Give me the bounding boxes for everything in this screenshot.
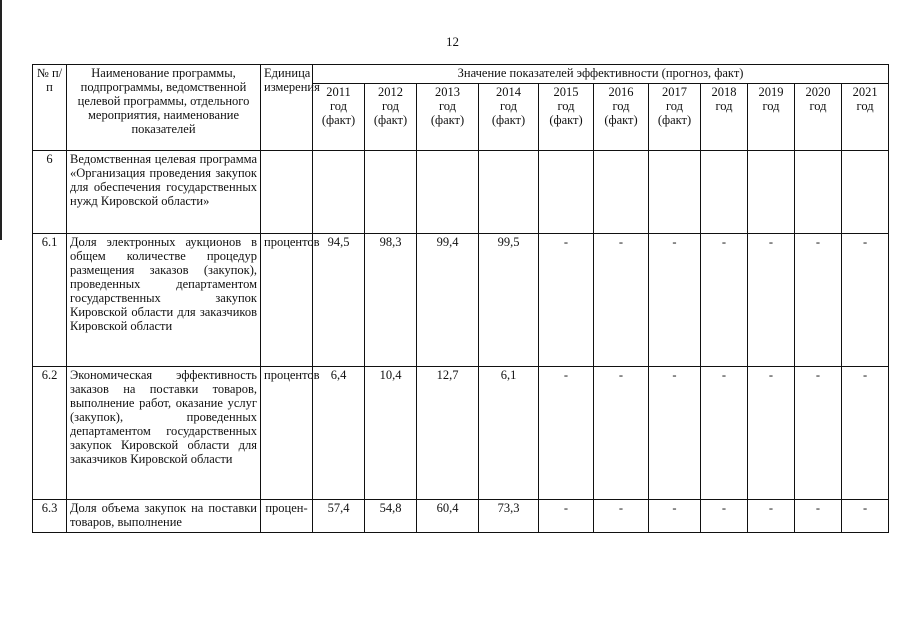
row-value-2020: -	[795, 500, 842, 533]
row-value-2015: -	[539, 500, 594, 533]
table-row	[33, 367, 889, 500]
row-value-2011: 94,5	[313, 234, 365, 367]
row-value-2014	[479, 151, 539, 234]
row-value-2021	[842, 151, 889, 234]
row-value-2012	[365, 151, 417, 234]
row-value-2019: -	[748, 367, 795, 500]
row-unit: процентов	[261, 367, 313, 500]
row-value-2020	[795, 151, 842, 234]
header-year-2016	[594, 84, 649, 151]
row-value-2015: -	[539, 234, 594, 367]
header-year-2019	[748, 84, 795, 151]
row-value-2018: -	[701, 234, 748, 367]
header-year-2021	[842, 84, 889, 151]
row-value-2020: -	[795, 234, 842, 367]
row-value-2018: -	[701, 500, 748, 533]
header-year-2013	[417, 84, 479, 151]
row-value-2016	[594, 151, 649, 234]
header-year-year: 2011	[326, 85, 351, 99]
row-value-2016: -	[594, 234, 649, 367]
table-row	[33, 151, 889, 234]
header-year-unit: год	[499, 99, 518, 113]
header-year-unit: год	[381, 99, 400, 113]
header-year-2011	[313, 84, 365, 151]
row-name: Доля объема закупок на поставки товаров, выполнение	[67, 500, 261, 533]
row-name: Доля электронных аукционов в общем количестве процедур размещения заказов (закупок), проведенных департаментом государственных закупок Кировской области для заказчиков Кировской области	[67, 234, 261, 367]
header-year-unit: год	[809, 99, 827, 113]
row-value-2018	[701, 151, 748, 234]
indicators-table	[32, 64, 889, 533]
header-col-values: Значение показателей эффективности (прогноз, факт)	[313, 65, 889, 84]
row-value-2017: -	[649, 367, 701, 500]
header-year-year: 2014	[496, 85, 521, 99]
row-name: Экономическая эффективность заказов на поставки товаров, выполнение работ, оказание услуг (закупок), проведенных департаментом государственных закупок Кировской области для заказчиков Кировской области	[67, 367, 261, 500]
header-year-year: 2012	[378, 85, 403, 99]
header-year-year: 2019	[758, 85, 784, 99]
header-year-type: (факт)	[604, 113, 638, 127]
table-row	[33, 500, 889, 533]
header-year-unit: год	[856, 99, 874, 113]
row-value-2012: 10,4	[365, 367, 417, 500]
row-value-2013: 60,4	[417, 500, 479, 533]
row-value-2015: -	[539, 367, 594, 500]
header-year-year: 2013	[435, 85, 460, 99]
row-value-2017: -	[649, 500, 701, 533]
row-value-2021: -	[842, 367, 889, 500]
header-year-2018	[701, 84, 748, 151]
header-year-year: 2020	[805, 85, 831, 99]
header-year-type: (факт)	[491, 113, 526, 127]
header-year-year: 2015	[553, 85, 579, 99]
row-value-2021: -	[842, 234, 889, 367]
row-value-2020: -	[795, 367, 842, 500]
header-year-2012	[365, 84, 417, 151]
row-value-2012: 98,3	[365, 234, 417, 367]
header-year-type: (факт)	[430, 113, 465, 127]
table-row	[33, 234, 889, 367]
header-year-type: (факт)	[657, 113, 692, 127]
row-value-2021: -	[842, 500, 889, 533]
row-value-2017	[649, 151, 701, 234]
row-number: 6.2	[33, 367, 67, 500]
header-year-unit: год	[329, 99, 348, 113]
row-value-2018: -	[701, 367, 748, 500]
row-value-2012: 54,8	[365, 500, 417, 533]
row-number: 6	[33, 151, 67, 234]
header-year-type: (факт)	[373, 113, 408, 127]
header-year-unit: год	[665, 99, 684, 113]
table-body	[33, 151, 889, 533]
header-year-year: 2018	[711, 85, 737, 99]
header-year-2014	[479, 84, 539, 151]
header-col-unit: Единица измерения	[261, 65, 313, 151]
row-value-2014: 73,3	[479, 500, 539, 533]
header-year-type: (факт)	[549, 113, 583, 127]
header-year-type: (факт)	[321, 113, 356, 127]
header-year-year: 2017	[662, 85, 687, 99]
row-value-2019: -	[748, 500, 795, 533]
header-year-unit: год	[715, 99, 733, 113]
row-number: 6.3	[33, 500, 67, 533]
row-value-2014: 99,5	[479, 234, 539, 367]
row-unit: процентов	[261, 234, 313, 367]
row-value-2019: -	[748, 234, 795, 367]
header-year-unit: год	[557, 99, 575, 113]
header-col-no: № п/п	[33, 65, 67, 151]
header-year-unit: год	[612, 99, 630, 113]
row-name: Ведомственная целевая программа «Организация проведения закупок для обеспечения государственных нужд Кировской области»	[67, 151, 261, 234]
header-year-year: 2021	[852, 85, 878, 99]
row-value-2013: 12,7	[417, 367, 479, 500]
header-year-2015	[539, 84, 594, 151]
page-number: 12	[446, 34, 459, 49]
header-year-unit: год	[438, 99, 457, 113]
header-year-2017	[649, 84, 701, 151]
row-value-2016: -	[594, 367, 649, 500]
row-value-2014: 6,1	[479, 367, 539, 500]
row-value-2019	[748, 151, 795, 234]
row-value-2015	[539, 151, 594, 234]
row-value-2013	[417, 151, 479, 234]
row-value-2011	[313, 151, 365, 234]
row-value-2017: -	[649, 234, 701, 367]
row-number: 6.1	[33, 234, 67, 367]
header-col-name: Наименование программы, подпрограммы, ведомственной целевой программы, отдельного мероприятия, наименование показателей	[67, 65, 261, 151]
row-unit	[261, 151, 313, 234]
header-year-year: 2016	[608, 85, 634, 99]
row-value-2011: 6,4	[313, 367, 365, 500]
header-year-2020	[795, 84, 842, 151]
row-value-2011: 57,4	[313, 500, 365, 533]
row-unit: процен-	[261, 500, 313, 533]
row-value-2016: -	[594, 500, 649, 533]
row-value-2013: 99,4	[417, 234, 479, 367]
header-year-unit: год	[762, 99, 780, 113]
